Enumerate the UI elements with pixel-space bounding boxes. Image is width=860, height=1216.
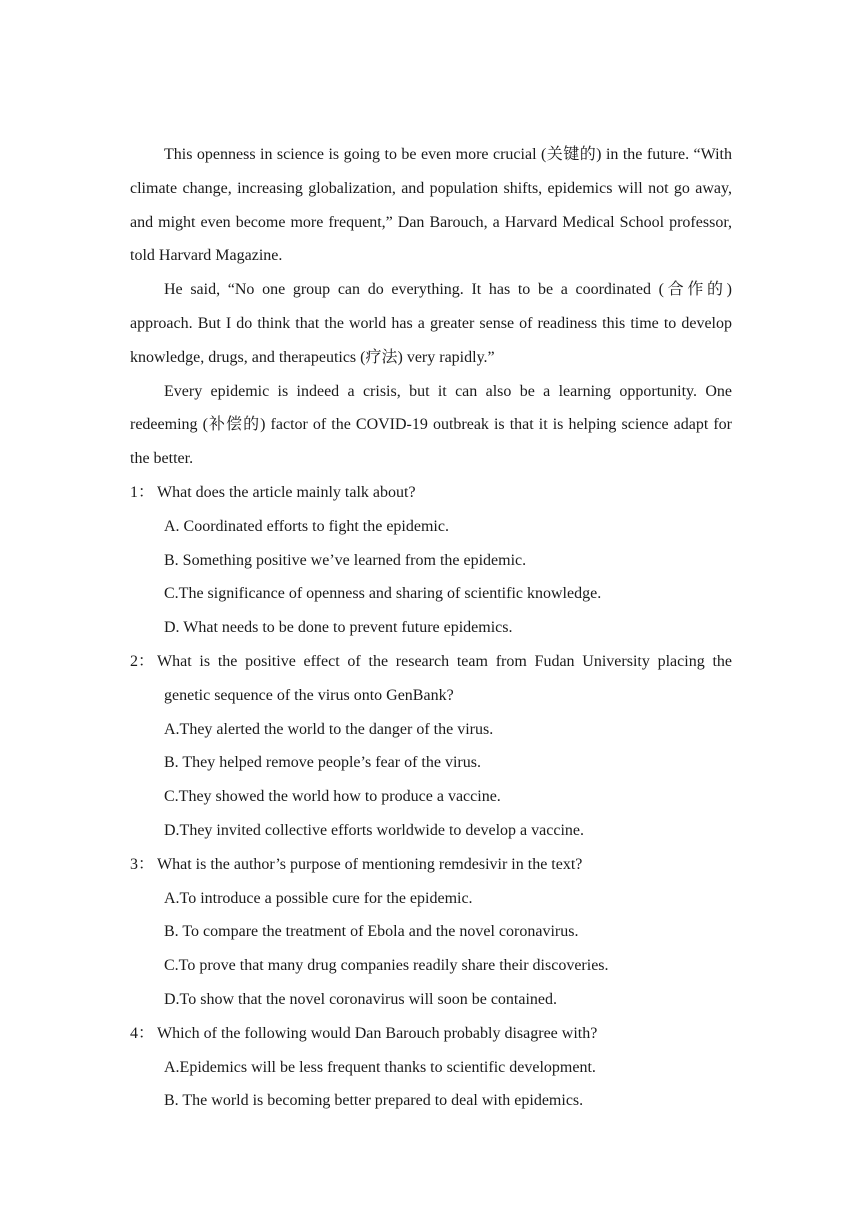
option-2a: A.They alerted the world to the danger of the virus. xyxy=(164,720,494,738)
paragraph-conclusion: Every epidemic is indeed a crisis, but it can also be a learning opportunity. One redeeming (补偿的) factor of the COVID-19 outbreak is that it is helping science adapt for the better. xyxy=(130,382,732,468)
option-2d: D.They invited collective efforts worldwide to develop a vaccine. xyxy=(164,821,584,839)
question-3 xyxy=(130,848,732,882)
question-number: 1： xyxy=(130,483,155,501)
option-2b: B. They helped remove people’s fear of the virus. xyxy=(164,754,481,772)
option-1b: B. Something positive we’ve learned from the epidemic. xyxy=(164,551,527,569)
question-text: What does the article mainly talk about? xyxy=(157,483,416,501)
option-4a: A.Epidemics will be less frequent thanks to scientific development. xyxy=(164,1058,596,1076)
question-text: What is the positive effect of the research team from Fudan University placing the genetic sequence of the virus onto GenBank? xyxy=(157,652,732,704)
document-page xyxy=(130,138,732,1118)
question-2 xyxy=(130,645,732,713)
question-text: Which of the following would Dan Barouch probably disagree with? xyxy=(157,1024,598,1042)
option-1d: D. What needs to be done to prevent future epidemics. xyxy=(164,619,513,637)
question-number: 4： xyxy=(130,1024,155,1042)
option-3a: A.To introduce a possible cure for the epidemic. xyxy=(164,889,473,907)
question-4 xyxy=(130,1017,732,1051)
option-3c: C.To prove that many drug companies readily share their discoveries. xyxy=(164,957,609,975)
question-number: 3： xyxy=(130,855,155,873)
option-1a: A. Coordinated efforts to fight the epidemic. xyxy=(164,517,449,535)
question-1 xyxy=(130,476,732,510)
question-number: 2： xyxy=(130,652,155,670)
question-text: What is the author’s purpose of mentioning remdesivir in the text? xyxy=(157,855,583,873)
paragraph-openness: This openness in science is going to be even more crucial (关键的) in the future. “With climate change, increasing globalization, and population shifts, epidemics will not go away, and might even become more frequent,” Dan Barouch, a Harvard Medical School professor, told Harvard Magazine. xyxy=(130,146,732,265)
option-4b: B. The world is becoming better prepared to deal with epidemics. xyxy=(164,1092,584,1110)
option-2c: C.They showed the world how to produce a vaccine. xyxy=(164,788,501,806)
option-3d: D.To show that the novel coronavirus will soon be contained. xyxy=(164,990,558,1008)
option-3b: B. To compare the treatment of Ebola and the novel coronavirus. xyxy=(164,923,579,941)
option-1c: C.The significance of openness and sharing of scientific knowledge. xyxy=(164,585,602,603)
paragraph-quote: He said, “No one group can do everything. It has to be a coordinated (合作的) approach. But I do think that the world has a greater sense of readiness this time to develop knowledge, drugs, and therapeutics (疗法) very rapidly.” xyxy=(130,281,732,366)
